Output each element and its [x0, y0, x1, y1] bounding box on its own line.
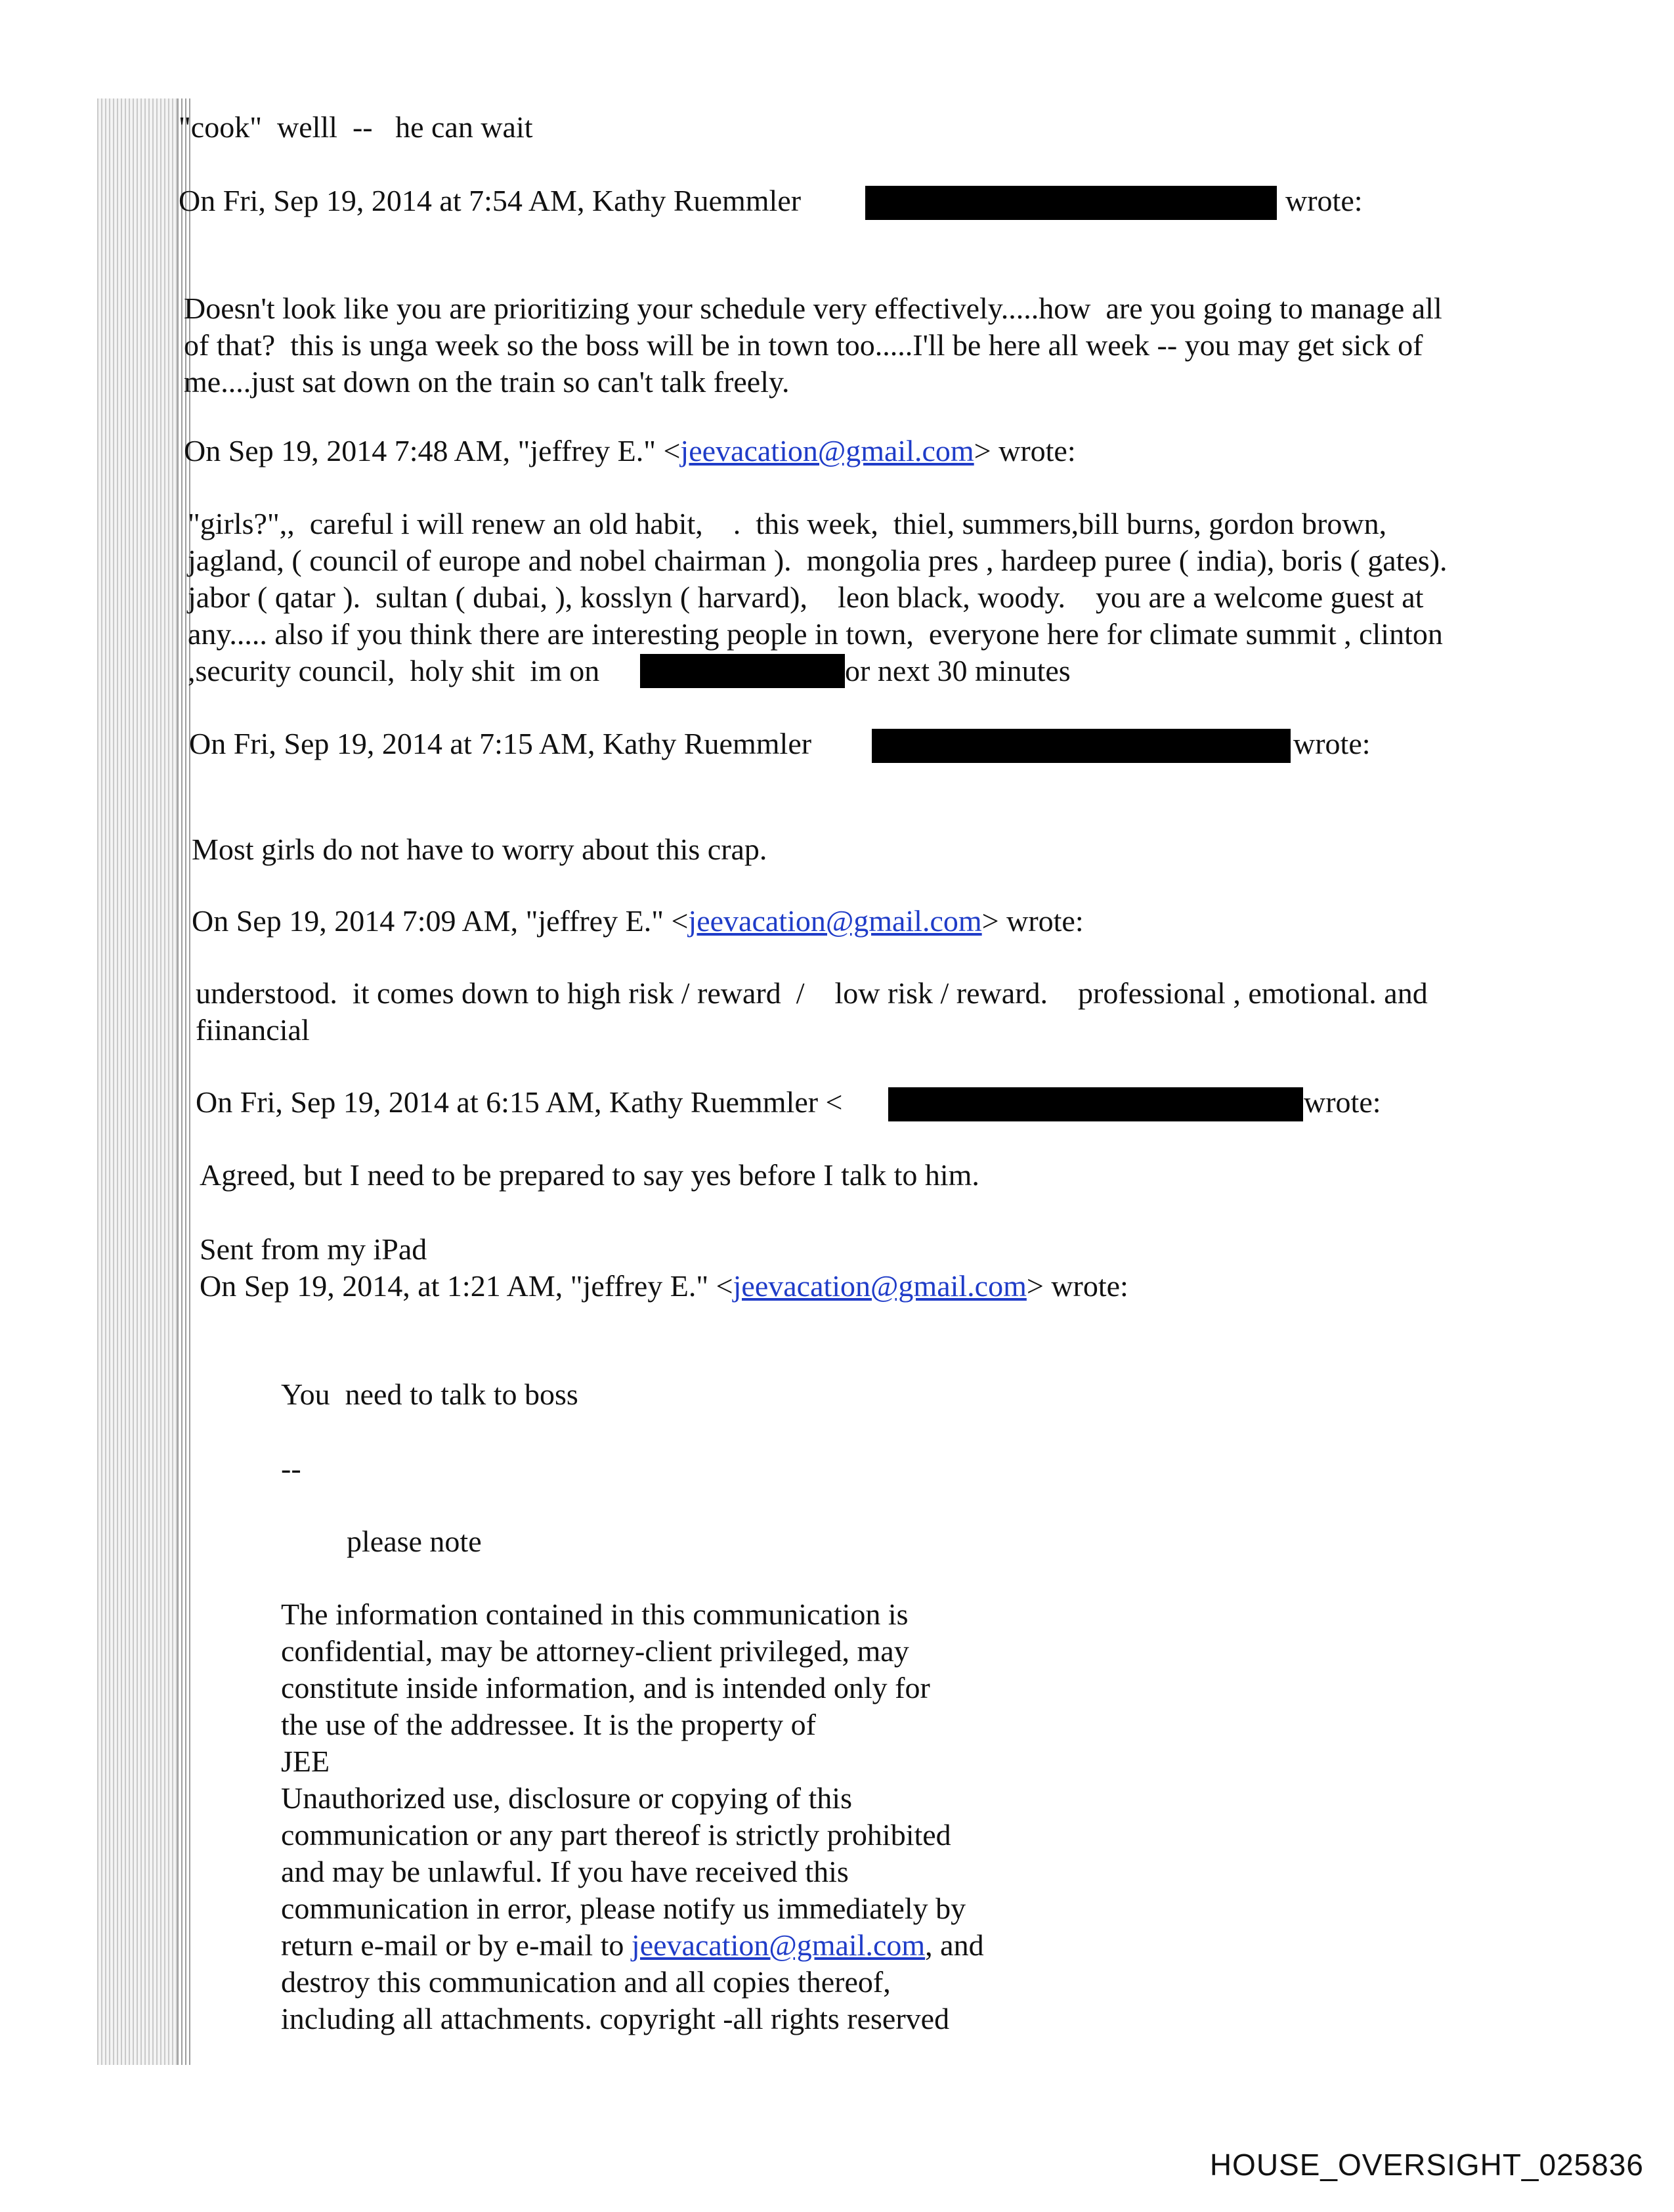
reply-header-wrote: > wrote:: [974, 434, 1076, 467]
message-line: Agreed, but I need to be prepared to say yes before I talk to him.: [200, 1158, 979, 1192]
redaction-block: [888, 1087, 1303, 1121]
reply-header-text: On Sep 19, 2014, at 1:21 AM, "jeffrey E." <: [200, 1269, 733, 1303]
reply-header-text: On Sep 19, 2014 7:09 AM, "jeffrey E." <: [192, 904, 689, 938]
disclaimer-line: communication in error, please notify us immediately by: [281, 1892, 966, 1925]
reply-header-wrote: > wrote:: [1026, 1269, 1128, 1303]
message-line: ,security council, holy shit im on: [188, 654, 600, 687]
bates-number: HOUSE_OVERSIGHT_025836: [1209, 2148, 1644, 2182]
message-line: any..... also if you think there are interesting people in town, everyone here for climate summit , clinton: [188, 617, 1443, 651]
reply-header: [192, 903, 1084, 940]
redaction-block: [640, 654, 845, 688]
disclaimer-line: communication or any part thereof is strictly prohibited: [281, 1818, 951, 1852]
quote-bar-edge: [177, 98, 179, 2065]
disclaimer-line: confidential, may be attorney-client privileged, may: [281, 1634, 909, 1668]
quote-bar-edge: [181, 98, 182, 2065]
disclaimer-line: destroy this communication and all copies thereof,: [281, 1965, 891, 1999]
message-line: Sent from my iPad: [200, 1232, 427, 1266]
message-line: "girls?",, careful i will renew an old habit, . this week, thiel, summers,bill burns, gordon brown,: [188, 507, 1387, 540]
reply-header-wrote: > wrote:: [981, 904, 1084, 938]
message-line: You need to talk to boss: [281, 1377, 578, 1411]
message-line: me....just sat down on the train so can't talk freely.: [184, 365, 790, 399]
email-link[interactable]: jeevacation@gmail.com: [680, 434, 974, 467]
message-line: understood. it comes down to high risk / reward / low risk / reward. professional , emotional. and: [196, 976, 1428, 1010]
disclaimer-line: [281, 1927, 984, 1964]
message-line: fiinancial: [196, 1013, 310, 1047]
quote-bar: [97, 98, 177, 2065]
email-link[interactable]: jeevacation@gmail.com: [688, 904, 982, 938]
message-line: Most girls do not have to worry about this crap.: [192, 833, 767, 866]
disclaimer-line: the use of the addressee. It is the property of: [281, 1708, 816, 1741]
disclaimer-line: The information contained in this communication is: [281, 1597, 909, 1631]
message-line: jagland, ( council of europe and nobel chairman ). mongolia pres , hardeep puree ( india), boris ( gates).: [188, 544, 1448, 577]
message-line: "cook" welll -- he can wait: [179, 110, 533, 144]
disclaimer-text: return e-mail or by e-mail to: [281, 1928, 632, 1962]
email-link[interactable]: jeevacation@gmail.com: [733, 1269, 1027, 1303]
disclaimer-line: JEE: [281, 1745, 330, 1778]
signature-separator: --: [281, 1452, 301, 1485]
message-line: jabor ( qatar ). sultan ( dubai, ), kosslyn ( harvard), leon black, woody. you are a welcome guest at: [188, 580, 1424, 614]
reply-header: [184, 433, 1076, 469]
email-link[interactable]: jeevacation@gmail.com: [631, 1928, 926, 1962]
reply-header-text: On Sep 19, 2014 7:48 AM, "jeffrey E." <: [184, 434, 681, 467]
disclaimer-line: constitute inside information, and is intended only for: [281, 1671, 930, 1704]
disclaimer-text: , and: [925, 1928, 984, 1962]
reply-header: On Fri, Sep 19, 2014 at 7:15 AM, Kathy Ruemmler: [189, 727, 812, 760]
message-line: Doesn't look like you are prioritizing your schedule very effectively.....how are you going to manage all: [184, 292, 1442, 325]
disclaimer-line: Unauthorized use, disclosure or copying of this: [281, 1781, 852, 1815]
reply-header: [200, 1268, 1128, 1305]
reply-header: On Fri, Sep 19, 2014 at 7:54 AM, Kathy Ruemmler: [179, 184, 802, 217]
reply-header: On Fri, Sep 19, 2014 at 6:15 AM, Kathy Ruemmler <: [196, 1085, 843, 1119]
disclaimer-line: including all attachments. copyright -all rights reserved: [281, 2002, 950, 2035]
reply-header-wrote: wrote:: [1293, 727, 1371, 760]
reply-header-wrote: wrote:: [1285, 184, 1363, 217]
message-line: of that? this is unga week so the boss will be in town too.....I'll be here all week -- you may get sick of: [184, 328, 1423, 362]
disclaimer-heading: please note: [347, 1525, 482, 1558]
disclaimer-line: and may be unlawful. If you have received this: [281, 1855, 849, 1888]
redaction-block: [872, 729, 1291, 763]
message-line: or next 30 minutes: [845, 654, 1071, 687]
reply-header-wrote: wrote:: [1304, 1085, 1381, 1119]
redaction-block: [865, 186, 1277, 220]
